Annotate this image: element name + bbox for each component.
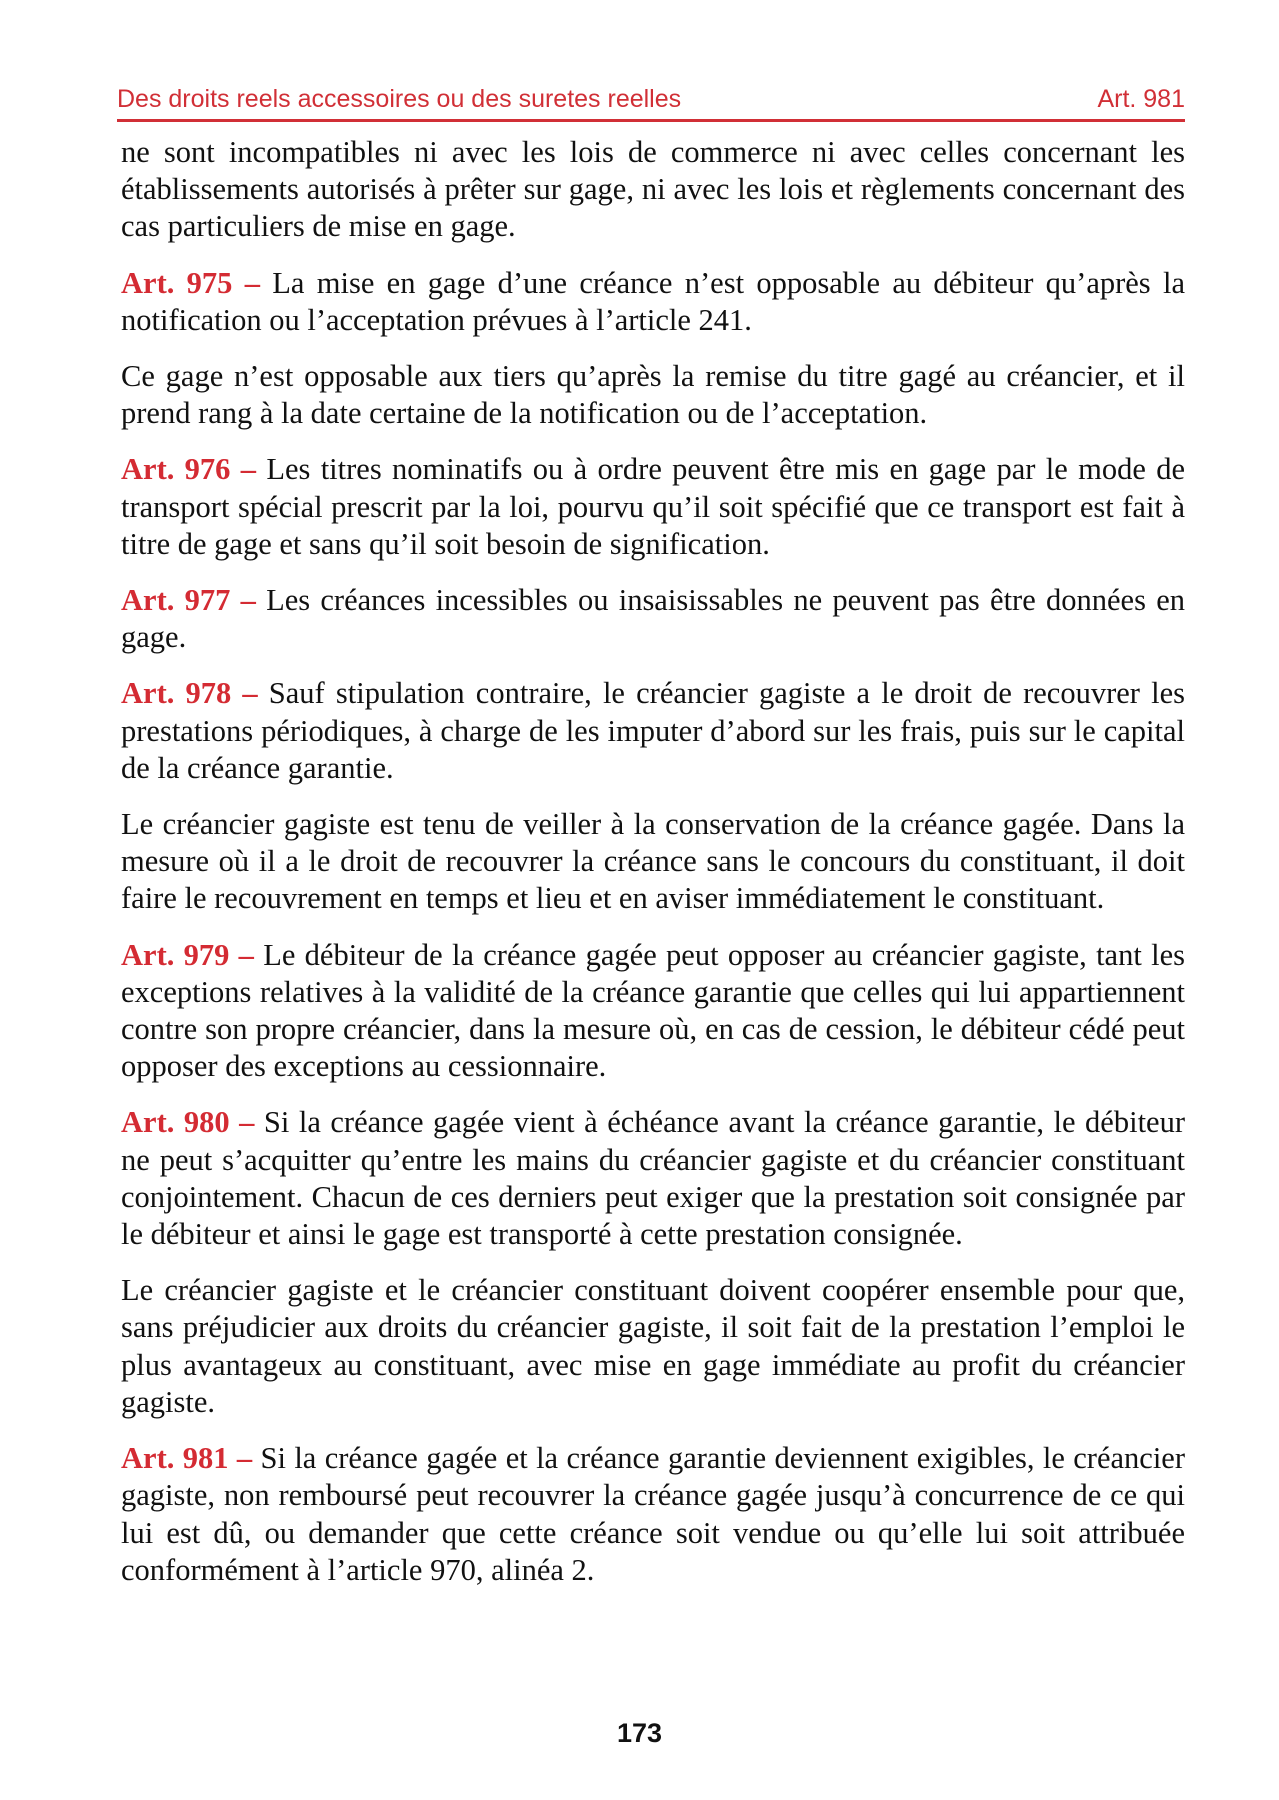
paragraph <box>121 806 1185 918</box>
article-number: Art. 980 – <box>121 1105 255 1140</box>
paragraph <box>121 1440 1185 1589</box>
paragraph <box>121 1272 1185 1421</box>
paragraph <box>121 134 1185 246</box>
paragraph <box>121 451 1185 563</box>
paragraph-text: Les titres nominatifs ou à ordre peuvent être mis en gage par le mode de transport spécial prescrit par la loi, pourvu qu’il soit spécifié que ce transport est fait à titre de gage et sans qu’il soit besoin de signification. <box>121 452 1185 561</box>
paragraph-text: Le créancier gagiste et le créancier constituant doivent coopérer ensemble pour que, sans préjudicier aux droits du créancier gagiste, il soit fait de la prestation l’emploi le plus avantageux au constituant, avec mise en gage immédiate au profit du créancier gagiste. <box>121 1273 1185 1419</box>
article-number: Art. 976 – <box>121 452 257 487</box>
paragraph <box>121 582 1185 656</box>
paragraph-text: La mise en gage d’une créance n’est opposable au débiteur qu’après la notification ou l’acceptation prévues à l’article 241. <box>121 265 1185 337</box>
paragraph <box>121 1104 1185 1253</box>
article-number: Art. 979 – <box>121 937 254 972</box>
paragraph-text: Sauf stipulation contraire, le créancier gagiste a le droit de recouvrer les prestations périodiques, à charge de les imputer d’abord sur les frais, puis sur le capital de la créance garantie. <box>121 676 1185 785</box>
paragraph-text: Le créancier gagiste est tenu de veiller à la conservation de la créance gagée. Dans la mesure où il a le droit de recouvrer la créance sans le concours du constituant, il doit faire le recouvrement en temps et lieu et en aviser immédiatement le constituant. <box>121 807 1185 916</box>
paragraph-text: Si la créance gagée vient à échéance avant la créance garantie, le débiteur ne peut s’acquitter qu’entre les mains du créancier gagiste et du créancier constituant conjointement. Chacun de ces derniers peut exiger que la prestation soit consignée par le débiteur et ainsi le gage est transporté à cette prestation consignée. <box>121 1105 1185 1252</box>
paragraph-text: Si la créance gagée et la créance garantie deviennent exigibles, le créancier gagiste, non remboursé peut recouvrer la créance gagée jusqu’à concurrence de ce qui lui est dû, ou demander que cette créance soit vendue ou qu’elle lui soit attribuée conformément à l’article 970, alinéa 2. <box>121 1441 1185 1587</box>
header-divider <box>117 119 1185 122</box>
paragraph-text: Le débiteur de la créance gagée peut opposer au créancier gagiste, tant les exceptions relatives à la validité de la créance garantie que celles qui lui appartiennent contre son propre créancier, dans la mesure où, en cas de cession, le débiteur cédé peut opposer des exceptions au cessionnaire. <box>121 937 1185 1084</box>
paragraph-text: Les créances incessibles ou insaisissables ne peuvent pas être données en gage. <box>121 583 1185 655</box>
page-number: 173 <box>616 1718 663 1748</box>
paragraph <box>121 937 1185 1086</box>
article-number: Art. 978 – <box>121 676 258 711</box>
header-article-ref: Art. 981 <box>1097 85 1185 113</box>
header-title: Des droits reels accessoires ou des suretes reelles <box>117 85 682 113</box>
paragraph <box>121 675 1185 787</box>
running-header <box>117 84 1185 114</box>
paragraph <box>121 265 1185 339</box>
paragraph <box>121 358 1185 432</box>
article-number: Art. 975 – <box>121 265 260 300</box>
paragraph-text: ne sont incompatibles ni avec les lois de commerce ni avec celles concernant les établissements autorisés à prêter sur gage, ni avec les lois et règlements concernant des cas particuliers de mise en gage. <box>121 135 1185 244</box>
page-body <box>121 134 1185 1608</box>
article-number: Art. 977 – <box>121 583 256 618</box>
article-number: Art. 981 – <box>121 1441 253 1476</box>
paragraph-text: Ce gage n’est opposable aux tiers qu’après la remise du titre gagé au créancier, et il prend rang à la date certaine de la notification ou de l’acceptation. <box>121 359 1185 431</box>
